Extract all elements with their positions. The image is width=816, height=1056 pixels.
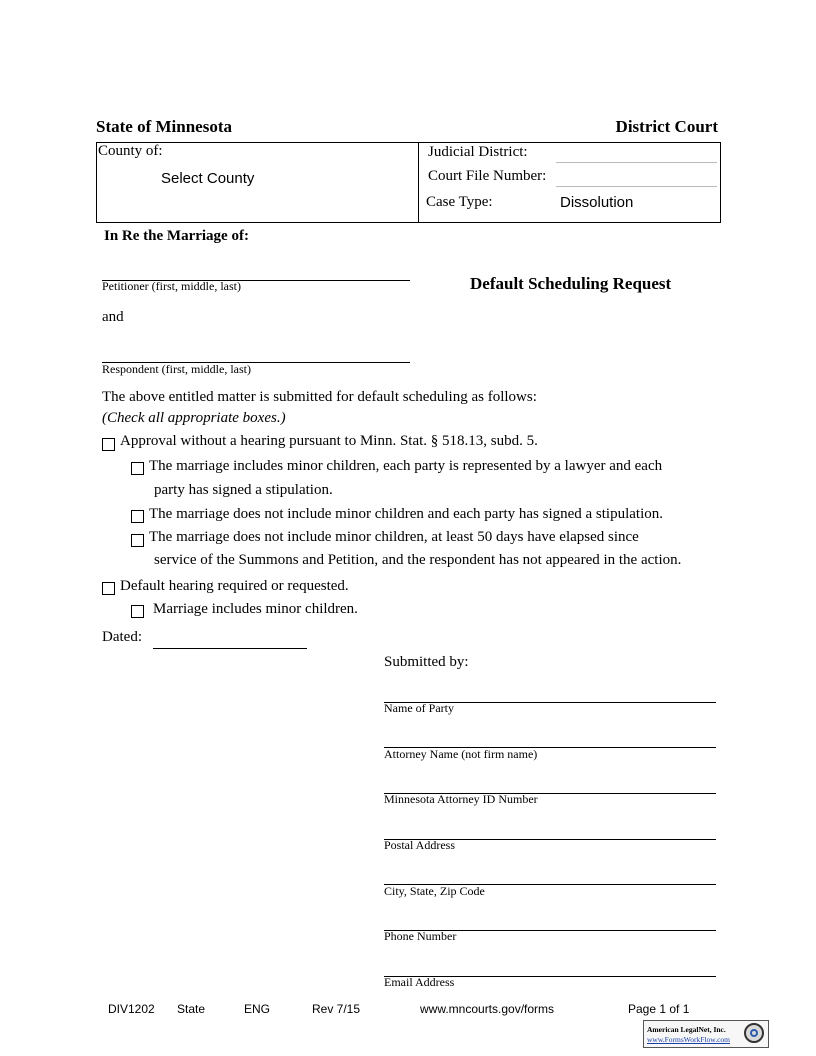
city-state-zip-label: City, State, Zip Code [384,884,485,898]
state-heading: State of Minnesota [96,117,232,136]
dated-field[interactable] [153,648,307,649]
badge-site[interactable]: www.FormsWorkFlow.com [647,1035,731,1044]
approval-checkbox[interactable] [102,438,115,451]
judicial-district-label: Judicial District: [428,144,528,160]
minor-children-text: Marriage includes minor children. [153,601,358,617]
footer-url[interactable]: www.mncourts.gov/forms [420,1002,555,1016]
email-address-label: Email Address [384,975,455,989]
footer-page-number: Page 1 of 1 [628,1002,690,1016]
attorney-name-label: Attorney Name (not firm name) [384,747,538,761]
footer-form-id: DIV1202 [108,1002,155,1016]
and-text: and [102,309,124,325]
sub1-text-line2: party has signed a stipulation. [154,482,333,498]
default-hearing-checkbox[interactable] [102,582,115,595]
approval-text: Approval without a hearing pursuant to Minn. Stat. § 518.13, subd. 5. [120,433,538,449]
sub1-checkbox[interactable] [131,462,144,475]
legalnet-badge[interactable] [643,1020,769,1048]
default-hearing-text: Default hearing required or requested. [120,578,349,594]
petitioner-label: Petitioner (first, middle, last) [102,279,241,293]
respondent-label: Respondent (first, middle, last) [102,362,251,376]
sub2-checkbox[interactable] [131,510,144,523]
submitted-by-label: Submitted by: [384,654,469,670]
attorney-id-label: Minnesota Attorney ID Number [384,792,538,806]
badge-company: American LegalNet, Inc. [647,1025,726,1034]
case-type-label: Case Type: [426,194,493,210]
file-number-field[interactable] [556,186,717,187]
in-re-heading: In Re the Marriage of: [104,228,249,244]
file-number-label: Court File Number: [428,168,547,184]
sub3-text-line1: The marriage does not include minor children, at least 50 days have elapsed since [149,529,639,545]
court-heading: District Court [615,117,718,136]
county-label: County of: [98,143,163,159]
badge-logo-icon [744,1023,764,1043]
judicial-district-field[interactable] [556,162,717,163]
footer-language: ENG [244,1002,271,1016]
footer-revision: Rev 7/15 [312,1002,361,1016]
phone-number-label: Phone Number [384,929,457,943]
intro-text: The above entitled matter is submitted for default scheduling as follows: [102,389,537,405]
county-select[interactable]: Select County [161,170,255,187]
case-type-value: Dissolution [560,194,634,211]
sub2-text: The marriage does not include minor children and each party has signed a stipulation. [149,506,664,522]
caption-divider [418,143,419,222]
instruction-text: (Check all appropriate boxes.) [102,410,286,426]
minor-children-checkbox[interactable] [131,605,144,618]
name-of-party-label: Name of Party [384,701,454,715]
footer-jurisdiction: State [177,1002,206,1016]
postal-address-label: Postal Address [384,838,456,852]
sub3-text-line2: service of the Summons and Petition, and the respondent has not appeared in the action. [154,552,682,568]
dated-label: Dated: [102,629,142,645]
sub3-checkbox[interactable] [131,534,144,547]
sub1-text-line1: The marriage includes minor children, each party is represented by a lawyer and each [149,458,663,474]
badge-logo-inner-icon [750,1029,758,1037]
document-title: Default Scheduling Request [470,274,672,293]
